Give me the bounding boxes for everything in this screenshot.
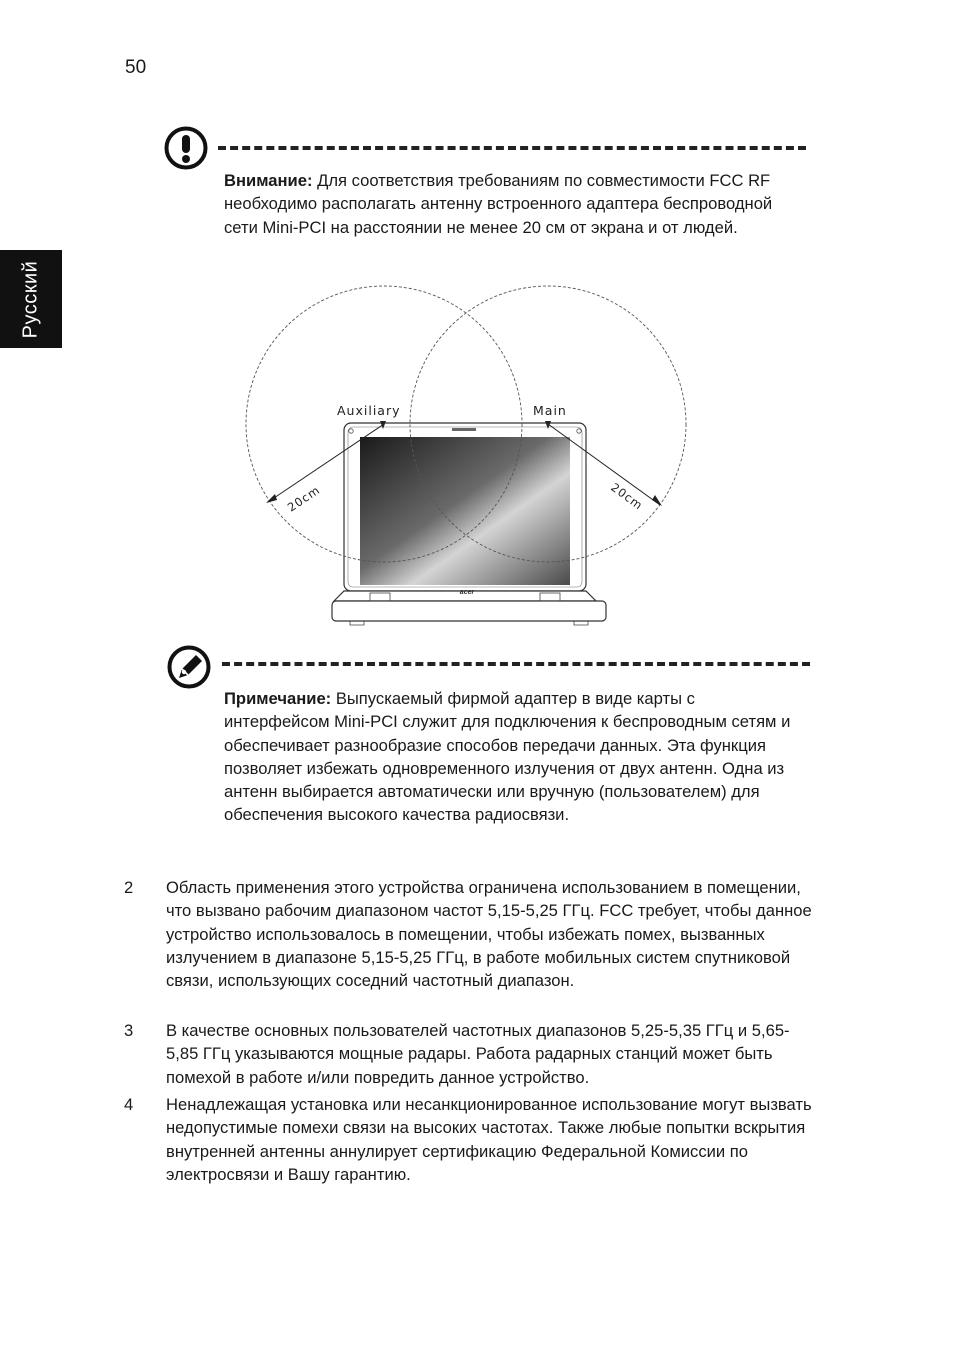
list-item-number: 2 bbox=[124, 878, 134, 897]
note-body: Выпускаемый фирмой адаптер в виде карты с интерфейсом Mini-PCI служит для подключения к беспроводным сетям и обеспечивает разнообразие способов передачи данных. Эта функция позволяет избежать одновременного излучения от двух антенн. Одна из антенн выбирается автоматически или вручную (пользователем) для обеспечения высокого качества радиосвязи. bbox=[224, 689, 791, 825]
language-tab-label: Русский bbox=[19, 260, 42, 338]
list-item-text: В качестве основных пользователей частотных диапазонов 5,25-5,35 ГГц и 5,65-5,85 ГГц указываются мощные радары. Работа радарных станций может быть помехой в работе и/или повредить данное устройство. bbox=[166, 1021, 790, 1087]
main-label: Main bbox=[533, 403, 567, 418]
auxiliary-label: Auxiliary bbox=[337, 403, 401, 418]
main-distance-label: 20cm bbox=[608, 480, 646, 513]
warning-text bbox=[224, 169, 799, 239]
laptop-illustration bbox=[332, 423, 606, 625]
page-number: 50 bbox=[125, 57, 147, 78]
antenna-diagram bbox=[240, 283, 700, 633]
exclamation-circle-icon bbox=[163, 125, 209, 171]
note-text bbox=[224, 687, 799, 827]
warning-divider bbox=[218, 146, 806, 150]
note-divider bbox=[222, 662, 810, 666]
language-tab bbox=[0, 250, 62, 348]
laptop-brand-logo: acer bbox=[459, 589, 475, 596]
auxiliary-distance-label: 20cm bbox=[284, 482, 323, 515]
list-item-number: 3 bbox=[124, 1021, 134, 1040]
list-item-number: 4 bbox=[124, 1095, 134, 1114]
auxiliary-arrow-icon bbox=[266, 494, 277, 503]
main-arrow-icon bbox=[652, 495, 662, 506]
warning-body: Для соответствия требованиям по совместимости FCC RF необходимо располагать антенну встроенного адаптера беспроводной сети Mini-PCI на расстоянии не менее 20 см от экрана и от людей. bbox=[224, 171, 773, 237]
warning-label: Внимание: bbox=[224, 171, 313, 190]
list-item-text: Ненадлежащая установка или несанкционированное использование могут вызвать недопустимые помехи связи на высоких частотах. Также любые попытки вскрытия внутренней антенны аннулирует сертификацию Федеральной Комиссии по электросвязи и Вашу гарантию. bbox=[166, 1095, 812, 1184]
note-label: Примечание: bbox=[224, 689, 332, 708]
pen-circle-icon bbox=[166, 644, 212, 690]
list-item-text: Область применения этого устройства ограничена использованием в помещении, что вызвано рабочим диапазоном частот 5,15-5,25 ГГц. FCC требует, чтобы данное устройство использовалось в помещении, чтобы избежать помех, вызванных излучением в диапазоне 5,15-5,25 ГГц, в работе мобильных систем спутниковой связи, использующих соседний частотный диапазон. bbox=[166, 878, 812, 991]
